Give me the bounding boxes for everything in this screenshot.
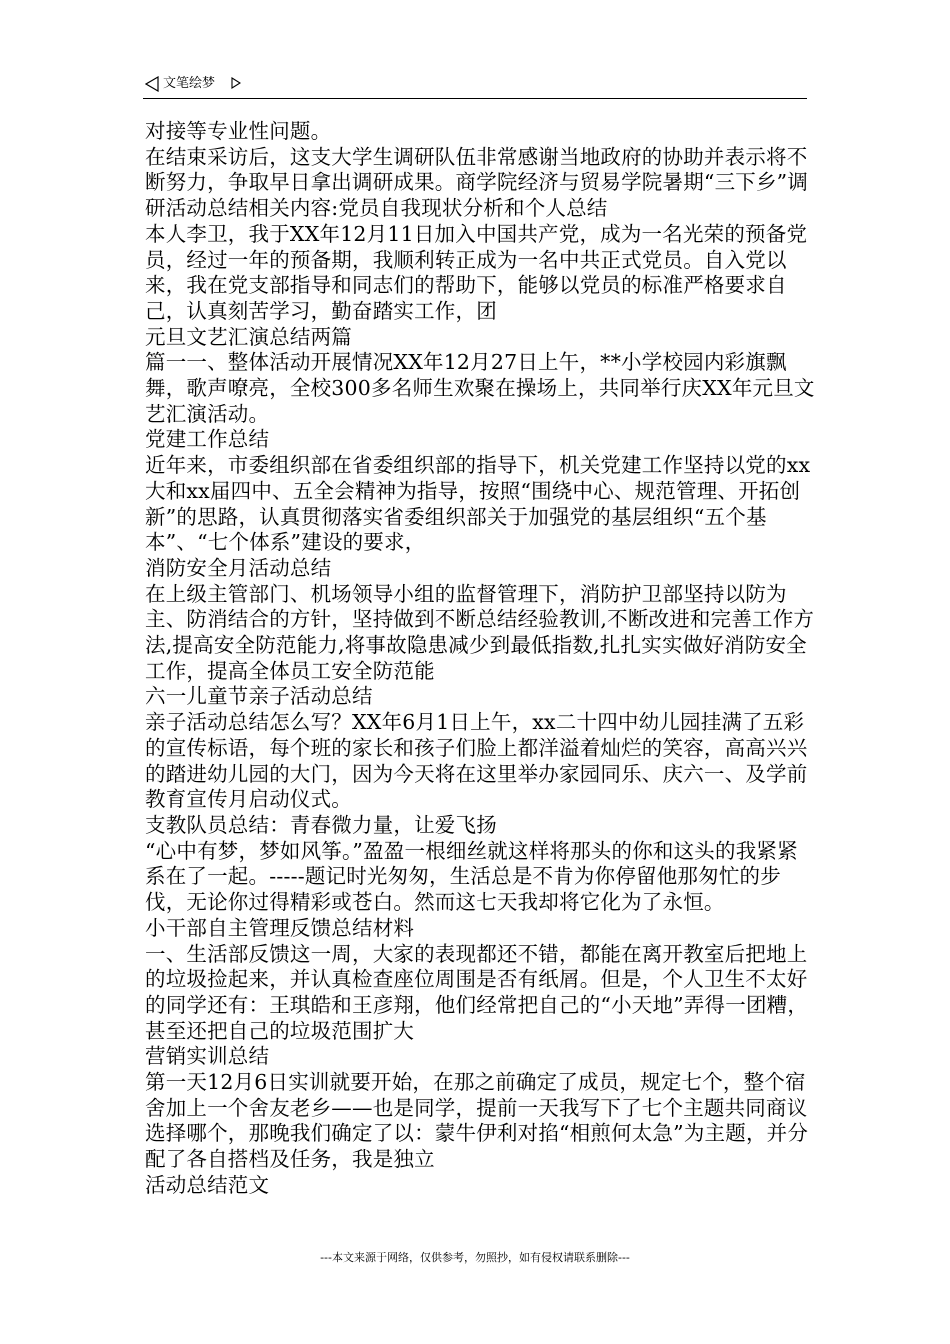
paragraph: “心中有梦，梦如风筝。”盈盈一根细丝就这样将那头的你和这头的我紧紧系在了一起。-----题记时光匆匆，生活总是不肯为你停留他那匆忙的步伐，无论你过得精彩或苍白。然而这七天我却将它化为了永恒。: [145, 838, 798, 915]
paragraph: 本人李卫，我于XX年12月11日加入中国共产党，成为一名光荣的预备党员，经过一年的预备期，我顺利转正成为一名中共正式党员。自入党以来，我在党支部指导和同志们的帮助下，能够以党员的标准严格要求自己，认真刻苦学习，勤奋踏实工作，团: [145, 221, 808, 323]
paragraph: 近年来，市委组织部在省委组织部的指导下，机关党建工作坚持以党的xx大和xx届四中、五全会精神为指导，按照“围绕中心、规范管理、开拓创新”的思路，认真贯彻落实省委组织部关于加强党的基层组织“五个基本”、“七个体系”建设的要求，: [145, 453, 811, 555]
right-triangle-icon: [231, 77, 241, 89]
page-header: [143, 72, 807, 99]
paragraph: 亲子活动总结怎么写？XX年6月1日上午，xx二十四中幼儿园挂满了五彩的宣传标语，每个班的家长和孩子们脸上都洋溢着灿烂的笑容，高高兴兴的踏进幼儿园的大门，因为今天将在这里举办家园同乐、庆六一、及学前教育宣传月启动仪式。: [145, 710, 808, 812]
section-title: 消防安全月活动总结: [145, 555, 332, 580]
left-triangle-icon: [145, 76, 159, 92]
paragraph: 一、生活部反馈这一周，大家的表现都还不错，都能在离开教室后把地上的垃圾捡起来，并认真检查座位周围是否有纸屑。但是，个人卫生不太好的同学还有：王琪皓和王彦翔，他们经常把自己的“小天地”弄得一团糟，甚至还把自己的垃圾范围扩大: [145, 941, 809, 1043]
section-title: 支教队员总结：青春微力量，让爱飞扬: [145, 812, 497, 837]
paragraph: 第一天12月6日实训就要开始，在那之前确定了成员，规定七个，整个宿舍加上一个舍友老乡——也是同学，提前一天我写下了七个主题共同商议选择哪个，那晚我们确定了以：蒙牛伊利对掐“相煎何太急”为主题，并分配了各自搭档及任务，我是独立: [145, 1070, 809, 1172]
paragraph: 篇一一、整体活动开展情况XX年12月27日上午，**小学校园内彩旗飘舞，歌声嘹亮，全校300多名师生欢聚在操场上，共同举行庆XX年元旦文艺汇演活动。: [145, 350, 815, 426]
paragraph: 在结束采访后，这支大学生调研队伍非常感谢当地政府的协助并表示将不断努力，争取早日拿出调研成果。商学院经济与贸易学院暑期“三下乡”调研活动总结相关内容:党员自我现状分析和个人总结: [145, 144, 809, 221]
header-brand: 文笔绘梦: [163, 76, 216, 91]
section-title: 党建工作总结: [145, 427, 270, 452]
paragraph: 对接等专业性问题。: [145, 119, 332, 143]
section-title: 活动总结范文: [145, 1172, 270, 1197]
section-title: 营销实训总结: [145, 1044, 270, 1069]
section-title: 小干部自主管理反馈总结材料: [145, 915, 415, 940]
document-body: [145, 119, 817, 1199]
section-title: 元旦文艺汇演总结两篇: [145, 324, 352, 349]
paragraph: 在上级主管部门、机场领导小组的监督管理下，消防护卫部坚持以防为主、防消结合的方针，坚持做到不断总结经验教训,不断改进和完善工作方法,提高安全防范能力,将事故隐患减少到最低指数,扎扎实实做好消防安全工作，提高全体员工安全防范能: [145, 581, 815, 683]
section-title: 六一儿童节亲子活动总结: [145, 684, 373, 709]
page-footer: ---本文来源于网络，仅供参考，勿照抄，如有侵权请联系删除---: [320, 1251, 630, 1264]
